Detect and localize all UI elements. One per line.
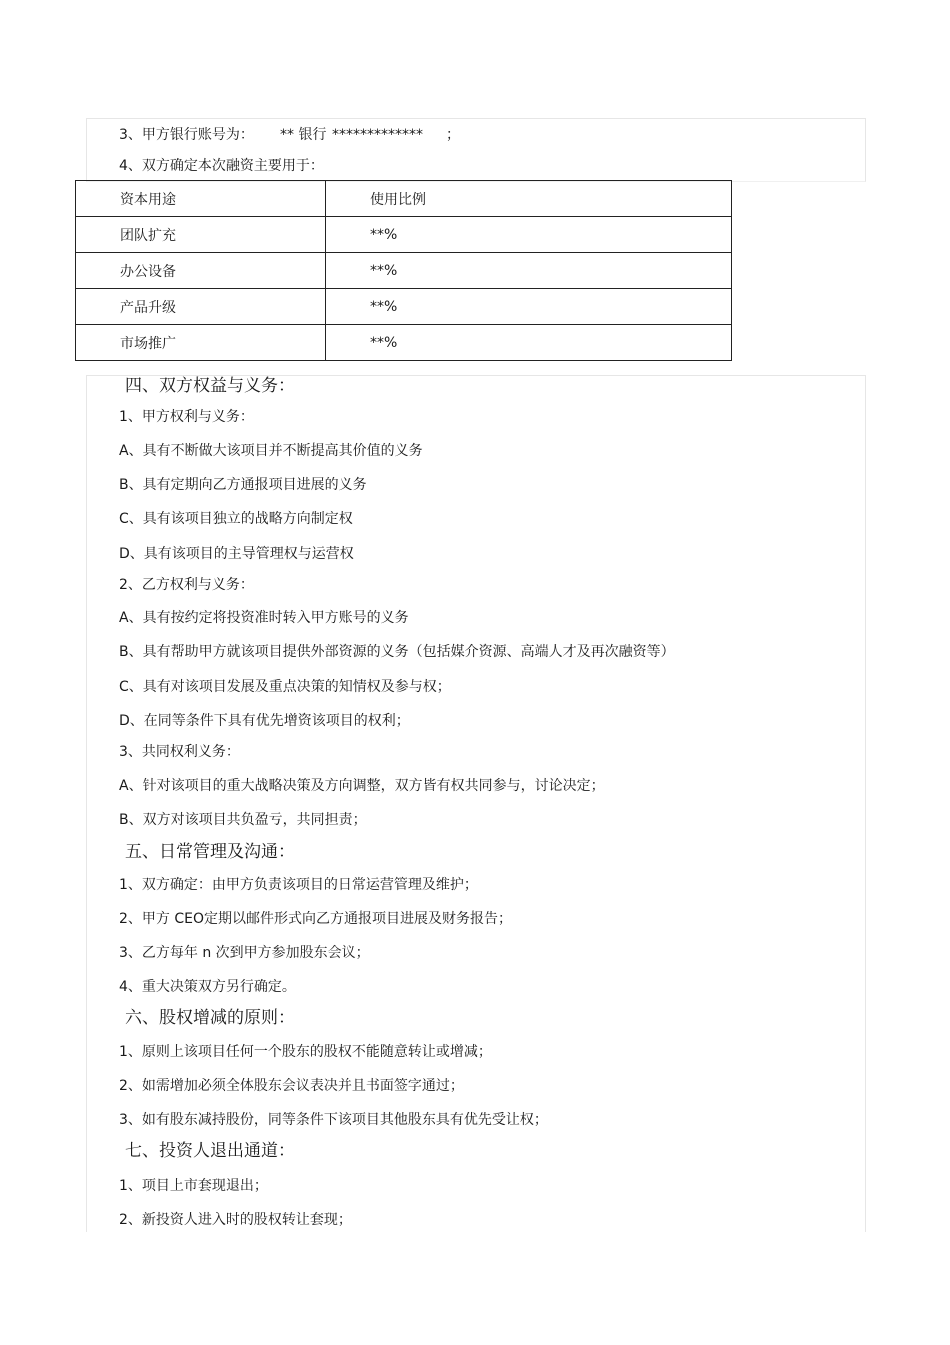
account-label: 3、甲方银行账号为： — [119, 127, 254, 143]
account-bank: ** 银行 — [280, 127, 327, 143]
party-a-title: 1、甲方权利与义务： — [119, 409, 254, 425]
list-item: 1、双方确定：由甲方负责该项目的日常运营管理及维护； — [119, 877, 478, 893]
table-header-cell: 资本用途 — [76, 181, 326, 217]
account-number: ************* — [332, 127, 423, 143]
list-item: 2、新投资人进入时的股权转让套现； — [119, 1212, 352, 1228]
account-suffix: ； — [446, 127, 460, 143]
list-item: C、具有对该项目发展及重点决策的知情权及参与权； — [119, 679, 451, 695]
list-item: 2、甲方 CEO定期以邮件形式向乙方通报项目进展及财务报告； — [119, 911, 512, 927]
list-item: A、针对该项目的重大战略决策及方向调整，双方皆有权共同参与，讨论决定； — [119, 778, 605, 794]
table-row — [76, 253, 732, 289]
ratio-cell: **% — [326, 289, 732, 325]
list-item: 2、如需增加必须全体股东会议表决并且书面签字通过； — [119, 1078, 464, 1094]
ratio-cell: **% — [326, 325, 732, 361]
usage-cell: 团队扩充 — [76, 217, 326, 253]
table-header-cell: 使用比例 — [326, 181, 732, 217]
list-item: A、具有不断做大该项目并不断提高其价值的义务 — [119, 443, 423, 459]
ratio-cell: **% — [326, 217, 732, 253]
list-item: D、在同等条件下具有优先增资该项目的权利； — [119, 713, 410, 729]
table-row — [76, 289, 732, 325]
table-row — [76, 325, 732, 361]
joint-title: 3、共同权利义务： — [119, 744, 240, 760]
usage-cell: 市场推广 — [76, 325, 326, 361]
section-heading-rights: 四、双方权益与义务： — [125, 376, 295, 396]
section-heading-exit: 七、投资人退出通道： — [125, 1141, 295, 1161]
list-item: 3、如有股东减持股份，同等条件下该项目其他股东具有优先受让权； — [119, 1112, 548, 1128]
list-item: B、具有定期向乙方通报项目进展的义务 — [119, 477, 367, 493]
list-item: 1、项目上市套现退出； — [119, 1178, 268, 1194]
list-item: B、具有帮助甲方就该项目提供外部资源的义务（包括媒介资源、高端人才及再次融资等） — [119, 644, 675, 660]
list-item: 1、原则上该项目任何一个股东的股权不能随意转让或增减； — [119, 1044, 492, 1060]
usage-intro: 4、双方确定本次融资主要用于： — [119, 158, 324, 174]
list-item: 3、乙方每年 n 次到甲方参加股东会议； — [119, 945, 370, 961]
list-item: D、具有该项目的主导管理权与运营权 — [119, 546, 354, 562]
section-heading-equity: 六、股权增减的原则： — [125, 1008, 295, 1028]
section-heading-management: 五、日常管理及沟通： — [125, 842, 295, 862]
list-item: C、具有该项目独立的战略方向制定权 — [119, 511, 353, 527]
list-item: A、具有按约定将投资准时转入甲方账号的义务 — [119, 610, 409, 626]
list-item: B、双方对该项目共负盈亏，共同担责； — [119, 812, 367, 828]
table-row — [76, 217, 732, 253]
usage-cell: 办公设备 — [76, 253, 326, 289]
usage-cell: 产品升级 — [76, 289, 326, 325]
table-header-row — [76, 181, 732, 217]
party-b-title: 2、乙方权利与义务： — [119, 577, 254, 593]
ratio-cell: **% — [326, 253, 732, 289]
list-item: 4、重大决策双方另行确定。 — [119, 979, 296, 995]
main-border-frame — [86, 375, 866, 1232]
fund-usage-table — [75, 180, 732, 361]
